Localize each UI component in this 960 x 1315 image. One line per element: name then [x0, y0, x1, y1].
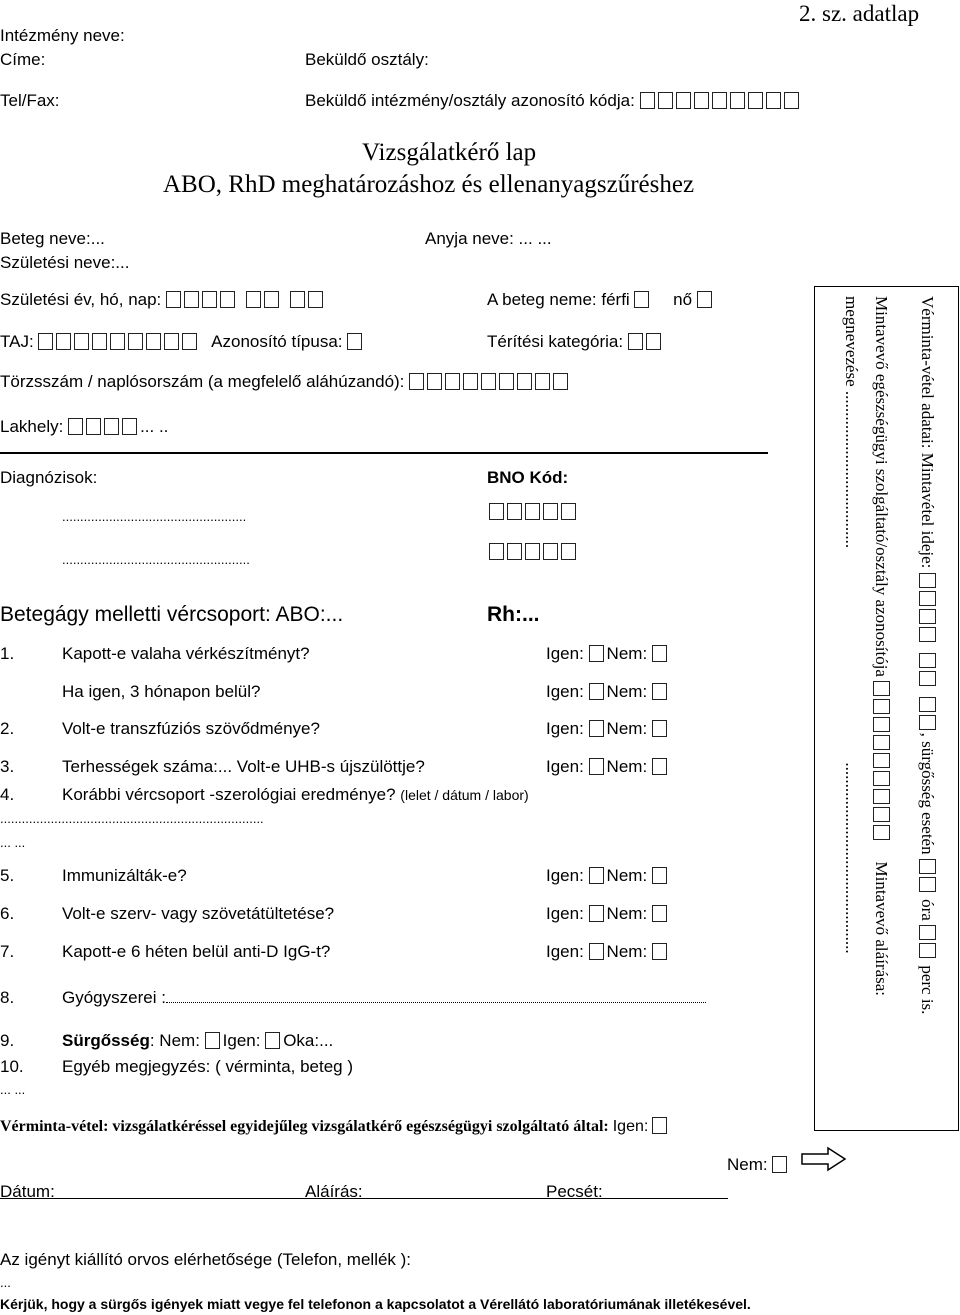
- q3-text: Terhességek száma:... Volt-e UHB-s újszülöttje?: [62, 757, 425, 776]
- q5-no-label: Nem:: [606, 866, 648, 885]
- q4-line-1[interactable]: .........................................................................: [0, 811, 264, 826]
- q10-text: Egyéb megjegyzés: ( vérminta, beteg ): [62, 1057, 354, 1076]
- q1-yes-label: Igen:: [546, 644, 584, 663]
- form-code: 2. sz. adatlap: [799, 1, 920, 26]
- q8-row: [62, 989, 706, 1006]
- q1b-answer: [546, 683, 670, 700]
- sex-female-checkbox[interactable]: [697, 291, 712, 308]
- q9-yes-label: Igen:: [222, 1031, 261, 1050]
- q1b-no-checkbox[interactable]: [652, 683, 667, 700]
- side-col-name: [843, 296, 860, 954]
- sampling-no-label: Nem:: [727, 1155, 768, 1174]
- side-col-provider: [873, 296, 890, 996]
- arrow-right-icon: [800, 1146, 848, 1172]
- q6-yes-label: Igen:: [546, 904, 584, 923]
- urgent-notice: Kérjük, hogy a sürgős igények miatt vegye fel telefonon a kapcsolatot a Vérellátó laboratóriumának illetékesével.: [0, 1296, 751, 1312]
- q6-no-checkbox[interactable]: [652, 905, 667, 922]
- residence-label: Lakhely:: [0, 417, 64, 436]
- provider-name-label[interactable]: megnevezése .....................................: [842, 296, 861, 549]
- q6-no-label: Nem:: [606, 904, 648, 923]
- q7-number: 7.: [0, 942, 15, 961]
- sampling-time-label: Vérminta-vétel adatai: Mintavétel ideje:: [918, 296, 937, 569]
- q7-yes-label: Igen:: [546, 942, 584, 961]
- record-boxes[interactable]: [409, 372, 571, 391]
- q2-yes-label: Igen:: [546, 719, 584, 738]
- diagnosis-line-1[interactable]: ...................................................: [62, 509, 247, 524]
- q8-number: 8.: [0, 988, 15, 1007]
- telfax-label: Tel/Fax:: [0, 91, 60, 110]
- provider-id-boxes[interactable]: [872, 681, 891, 843]
- stamp-label: Pecsét:: [546, 1182, 603, 1201]
- q4-text: Korábbi vércsoport -szerológiai eredménye?: [62, 785, 396, 804]
- q3-no-label: Nem:: [606, 757, 648, 776]
- q5-number: 5.: [0, 866, 15, 885]
- sex-row: [487, 291, 715, 308]
- sex-label: A beteg neme: férfi: [487, 290, 630, 309]
- sex-male-checkbox[interactable]: [634, 291, 649, 308]
- q5-text: Immunizálták-e?: [62, 866, 187, 885]
- q6-text: Volt-e szerv- vagy szövetátültetése?: [62, 904, 335, 923]
- q3-answer: [546, 758, 670, 775]
- payment-boxes[interactable]: [628, 332, 664, 351]
- q1b-yes-checkbox[interactable]: [589, 683, 604, 700]
- mother-name-label: Anyja neve: ... ...: [425, 229, 552, 248]
- birth-date-label: Születési év, hó, nap:: [0, 290, 162, 309]
- q5-yes-checkbox[interactable]: [589, 867, 604, 884]
- q4-line-2[interactable]: ... ...: [0, 835, 26, 850]
- q2-no-label: Nem:: [606, 719, 648, 738]
- institution-label: Intézmény neve:: [0, 26, 125, 45]
- q4-row: [62, 786, 529, 803]
- sampler-signature-field[interactable]: .............................................: [842, 762, 861, 954]
- sender-code-boxes[interactable]: [640, 91, 802, 110]
- bno-boxes-1[interactable]: [489, 503, 579, 520]
- form-title: Vizsgálatkérő lap: [362, 139, 537, 166]
- q1b-yes-label: Igen:: [546, 682, 584, 701]
- payment-label: Térítési kategória:: [487, 332, 624, 351]
- q7-no-label: Nem:: [606, 942, 648, 961]
- q3-number: 3.: [0, 757, 15, 776]
- q9-urgency-label: Sürgősség: [62, 1031, 150, 1050]
- q2-text: Volt-e transzfúziós szövődménye?: [62, 719, 320, 738]
- sampling-hour-boxes[interactable]: [918, 859, 937, 895]
- q3-yes-label: Igen:: [546, 757, 584, 776]
- patient-name-label: Beteg neve:...: [0, 229, 105, 248]
- taj-boxes[interactable]: [38, 332, 200, 351]
- record-label: Törzsszám / naplósorszám (a megfelelő aláhúzandó):: [0, 372, 405, 391]
- q5-answer: [546, 867, 670, 884]
- q9-reason[interactable]: Oka:...: [283, 1031, 334, 1050]
- q8-field[interactable]: [166, 1002, 706, 1003]
- q10-line[interactable]: ... ...: [0, 1082, 26, 1097]
- q7-no-checkbox[interactable]: [652, 943, 667, 960]
- q2-number: 2.: [0, 719, 15, 738]
- residence-row: [0, 418, 168, 435]
- bedside-abo-label: Betegágy melletti vércsoport: ABO:...: [0, 603, 344, 626]
- provider-id-label: Mintavevő egészségügyi szolgáltató/osztály azonosítója: [872, 296, 891, 677]
- diagnosis-label: Diagnózisok:: [0, 468, 98, 487]
- contact-field[interactable]: ...: [0, 1275, 11, 1290]
- urgent-case-label: , sürgősség esetén: [918, 732, 937, 855]
- taj-label: TAJ:: [0, 332, 34, 351]
- q1b-text: Ha igen, 3 hónapon belül?: [62, 682, 261, 701]
- q8-text: Gyógyszerei :: [62, 988, 166, 1007]
- q7-answer: [546, 943, 670, 960]
- footer-sign-line[interactable]: [0, 1198, 728, 1199]
- sampling-no-checkbox[interactable]: [772, 1156, 787, 1173]
- sender-dept-label: Beküldő osztály:: [305, 50, 429, 69]
- sampler-signature-label: Mintavevő aláírása:: [872, 861, 891, 997]
- sampling-row: [0, 1117, 670, 1135]
- contact-label: Az igényt kiállító orvos elérhetősége (Telefon, mellék ):: [0, 1250, 412, 1269]
- side-col-sampling: [919, 296, 936, 1014]
- id-type-label: Azonosító típusa:: [211, 332, 343, 351]
- q9-yes-checkbox[interactable]: [265, 1032, 280, 1049]
- q5-no-checkbox[interactable]: [652, 867, 667, 884]
- q9-no-label: : Nem:: [149, 1031, 200, 1050]
- id-type-box[interactable]: [347, 333, 362, 350]
- birth-date-row: [0, 291, 326, 308]
- q4-note: (lelet / dátum / labor): [400, 787, 529, 803]
- q6-number: 6.: [0, 904, 15, 923]
- q9-number: 9.: [0, 1031, 15, 1050]
- payment-row: [487, 333, 664, 350]
- residence-boxes[interactable]: [68, 417, 140, 436]
- sampling-yes-label: Igen:: [612, 1118, 649, 1135]
- record-row: [0, 373, 571, 390]
- birth-name-label: Születési neve:...: [0, 253, 130, 272]
- sender-code-label: Beküldő intézmény/osztály azonosító kódja:: [305, 91, 635, 110]
- q3-no-checkbox[interactable]: [652, 758, 667, 775]
- q1-no-label: Nem:: [606, 644, 648, 663]
- bedside-rh-label: Rh:...: [487, 603, 540, 626]
- q10-number: 10.: [0, 1057, 24, 1076]
- q6-answer: [546, 905, 670, 922]
- sampling-statement: Vérminta-vétel: vizsgálatkéréssel egyidejűleg vizsgálatkérő egészségügyi szolgáltató által:: [0, 1118, 609, 1135]
- hour-label: óra: [918, 899, 937, 921]
- sampling-date-boxes[interactable]: [918, 573, 937, 733]
- minute-label: perc is.: [918, 965, 937, 1015]
- sampling-no-row: [727, 1156, 790, 1173]
- q6-yes-checkbox[interactable]: [589, 905, 604, 922]
- q1b-no-label: Nem:: [606, 682, 648, 701]
- q7-yes-checkbox[interactable]: [589, 943, 604, 960]
- q1-number: 1.: [0, 644, 15, 663]
- q1-no-checkbox[interactable]: [652, 645, 667, 662]
- sampling-yes-checkbox[interactable]: [652, 1117, 667, 1134]
- signature-label: Aláírás:: [305, 1182, 363, 1201]
- q2-no-checkbox[interactable]: [652, 720, 667, 737]
- section-divider: [0, 452, 768, 454]
- address-label: Címe:: [0, 50, 46, 69]
- q9-row: [62, 1032, 333, 1049]
- q1-text: Kapott-e valaha vérkészítményt?: [62, 644, 310, 663]
- sampling-minute-boxes[interactable]: [918, 925, 937, 961]
- bno-boxes-2[interactable]: [489, 543, 579, 560]
- q4-number: 4.: [0, 785, 15, 804]
- q5-yes-label: Igen:: [546, 866, 584, 885]
- bno-label: BNO Kód:: [487, 468, 569, 487]
- form-subtitle: ABO, RhD meghatározáshoz és ellenanyagszűréshez: [163, 171, 695, 198]
- q7-text: Kapott-e 6 héten belül anti-D IgG-t?: [62, 942, 331, 961]
- sender-code-row: [305, 92, 802, 109]
- birth-date-boxes[interactable]: [166, 290, 326, 309]
- q1-answer: [546, 645, 670, 662]
- q2-answer: [546, 720, 670, 737]
- q3-yes-checkbox[interactable]: [589, 758, 604, 775]
- diagnosis-line-2[interactable]: ....................................................: [62, 552, 250, 567]
- sex-female-label: nő: [673, 290, 693, 309]
- q9-no-checkbox[interactable]: [205, 1032, 220, 1049]
- q2-yes-checkbox[interactable]: [589, 720, 604, 737]
- date-label: Dátum:: [0, 1182, 55, 1201]
- taj-row: [0, 333, 365, 350]
- residence-dots: ... ..: [140, 417, 169, 436]
- q1-yes-checkbox[interactable]: [589, 645, 604, 662]
